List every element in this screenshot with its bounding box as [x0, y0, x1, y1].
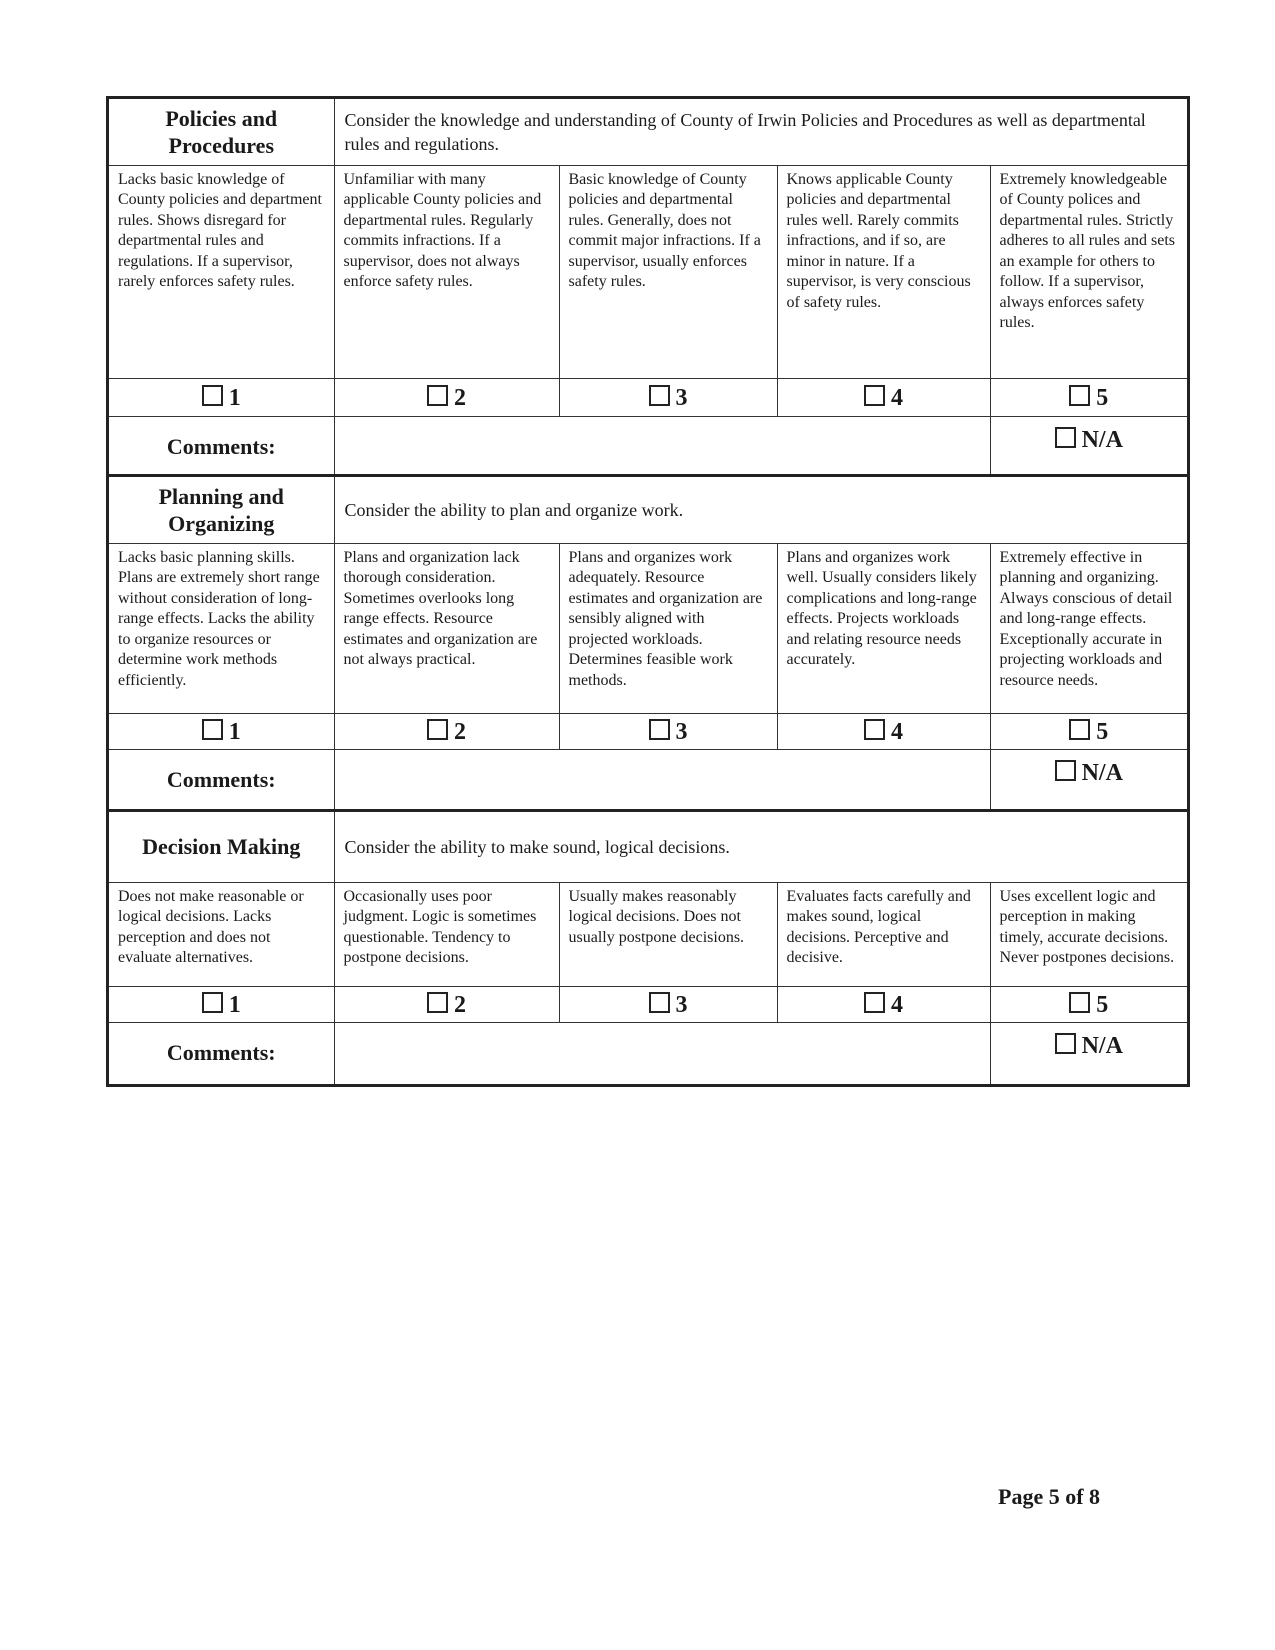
section-title: Policies and Procedures: [109, 99, 334, 165]
rating-description-5: Extremely knowledgeable of County polices and departmental rules. Strictly adheres to all rules and sets an example for others to follow. If a supervisor, always enforces safety rules.: [990, 165, 1187, 378]
section-title: Planning and Organizing: [109, 477, 334, 543]
rating-description-3: Basic knowledge of County policies and departmental rules. Generally, does not commit major infractions. If a supervisor, usually enforces safety rules.: [559, 165, 777, 378]
checkbox-icon[interactable]: [649, 992, 670, 1013]
rating-option-1[interactable]: [109, 713, 334, 749]
section-decision-making: [106, 809, 1190, 1087]
rating-label: 4: [891, 992, 903, 1019]
checkbox-icon[interactable]: [202, 385, 223, 406]
checkbox-icon[interactable]: [1055, 427, 1076, 448]
rating-option-5[interactable]: [990, 378, 1187, 416]
checkbox-icon[interactable]: [1069, 719, 1090, 740]
rating-label: 5: [1096, 719, 1109, 746]
rating-label: 2: [454, 719, 466, 746]
section-prompt: Consider the ability to plan and organize work.: [334, 477, 1187, 543]
checkbox-icon[interactable]: [202, 719, 223, 740]
rating-label: 1: [228, 992, 241, 1019]
rating-description-1: Lacks basic knowledge of County policies and department rules. Shows disregard for departmental rules and regulations. If a supervisor, rarely enforces safety rules.: [109, 165, 334, 378]
rating-label: 4: [891, 385, 903, 412]
rating-label: 3: [675, 385, 688, 412]
rating-description-4: Evaluates facts carefully and makes sound, logical decisions. Perceptive and decisive.: [777, 882, 990, 986]
section-title: Decision Making: [109, 812, 334, 882]
rating-description-5: Extremely effective in planning and organizing. Always conscious of detail and long-range effects. Exceptionally accurate in projecting workloads and resource needs.: [990, 543, 1187, 713]
rating-label: 2: [454, 385, 466, 412]
checkbox-icon[interactable]: [427, 719, 448, 740]
rating-option-2[interactable]: [334, 378, 559, 416]
rating-option-5[interactable]: [990, 986, 1187, 1022]
rating-description-3: Usually makes reasonably logical decisions. Does not usually postpone decisions.: [559, 882, 777, 986]
rating-description-2: Occasionally uses poor judgment. Logic is sometimes questionable. Tendency to postpone decisions.: [334, 882, 559, 986]
checkbox-icon[interactable]: [1069, 992, 1090, 1013]
rating-label: 5: [1096, 992, 1109, 1019]
rating-option-4[interactable]: [777, 986, 990, 1022]
checkbox-icon[interactable]: [649, 719, 670, 740]
rating-description-1: Lacks basic planning skills. Plans are extremely short range without consideration of long-range effects. Lacks the ability to organize resources or determine work methods efficiently.: [109, 543, 334, 713]
section-policies-and-procedures: [106, 96, 1190, 481]
rating-label: 3: [675, 992, 688, 1019]
rating-option-3[interactable]: [559, 713, 777, 749]
rating-label: 2: [454, 992, 466, 1019]
checkbox-icon[interactable]: [864, 385, 885, 406]
comments-field[interactable]: [334, 749, 990, 811]
checkbox-icon[interactable]: [864, 719, 885, 740]
checkbox-icon[interactable]: [1069, 385, 1090, 406]
checkbox-icon[interactable]: [1055, 760, 1076, 781]
comments-label: Comments:: [109, 1022, 334, 1084]
na-option[interactable]: [990, 1022, 1187, 1084]
checkbox-icon[interactable]: [427, 385, 448, 406]
comments-field[interactable]: [334, 1022, 990, 1084]
rating-option-5[interactable]: [990, 713, 1187, 749]
rating-option-3[interactable]: [559, 378, 777, 416]
checkbox-icon[interactable]: [202, 992, 223, 1013]
comments-label: Comments:: [109, 416, 334, 478]
na-label: N/A: [1081, 426, 1123, 453]
section-prompt: Consider the knowledge and understanding of County of Irwin Policies and Procedures as well as departmental rules and regulations.: [334, 99, 1187, 165]
rating-description-4: Plans and organizes work well. Usually considers likely complications and long-range effects. Projects workloads and relating resource needs accurately.: [777, 543, 990, 713]
rating-option-2[interactable]: [334, 713, 559, 749]
rating-option-1[interactable]: [109, 378, 334, 416]
na-label: N/A: [1081, 759, 1123, 786]
rating-description-1: Does not make reasonable or logical decisions. Lacks perception and does not evaluate alternatives.: [109, 882, 334, 986]
rating-description-4: Knows applicable County policies and departmental rules well. Rarely commits infractions, and if so, are minor in nature. If a supervisor, is very conscious of safety rules.: [777, 165, 990, 378]
rating-description-2: Plans and organization lack thorough consideration. Sometimes overlooks long range effects. Resource estimates and organization are not always practical.: [334, 543, 559, 713]
rating-option-3[interactable]: [559, 986, 777, 1022]
rating-label: 4: [891, 719, 903, 746]
na-label: N/A: [1081, 1032, 1123, 1059]
comments-field[interactable]: [334, 416, 990, 478]
checkbox-icon[interactable]: [864, 992, 885, 1013]
checkbox-icon[interactable]: [1055, 1033, 1076, 1054]
na-option[interactable]: [990, 749, 1187, 811]
section-planning-and-organizing: [106, 474, 1190, 814]
rating-option-4[interactable]: [777, 378, 990, 416]
rating-option-2[interactable]: [334, 986, 559, 1022]
rating-description-3: Plans and organizes work adequately. Resource estimates and organization are sensibly aligned with projected workloads. Determines feasible work methods.: [559, 543, 777, 713]
na-option[interactable]: [990, 416, 1187, 478]
rating-option-4[interactable]: [777, 713, 990, 749]
rating-label: 1: [228, 719, 241, 746]
rating-description-2: Unfamiliar with many applicable County policies and departmental rules. Regularly commits infractions. If a supervisor, does not always enforce safety rules.: [334, 165, 559, 378]
comments-label: Comments:: [109, 749, 334, 811]
rating-label: 3: [675, 719, 688, 746]
checkbox-icon[interactable]: [427, 992, 448, 1013]
section-prompt: Consider the ability to make sound, logical decisions.: [334, 812, 1187, 882]
checkbox-icon[interactable]: [649, 385, 670, 406]
rating-label: 5: [1096, 385, 1109, 412]
rating-option-1[interactable]: [109, 986, 334, 1022]
rating-description-5: Uses excellent logic and perception in making timely, accurate decisions. Never postpones decisions.: [990, 882, 1187, 986]
page-number: Page 5 of 8: [998, 1484, 1101, 1509]
rating-label: 1: [228, 385, 241, 412]
